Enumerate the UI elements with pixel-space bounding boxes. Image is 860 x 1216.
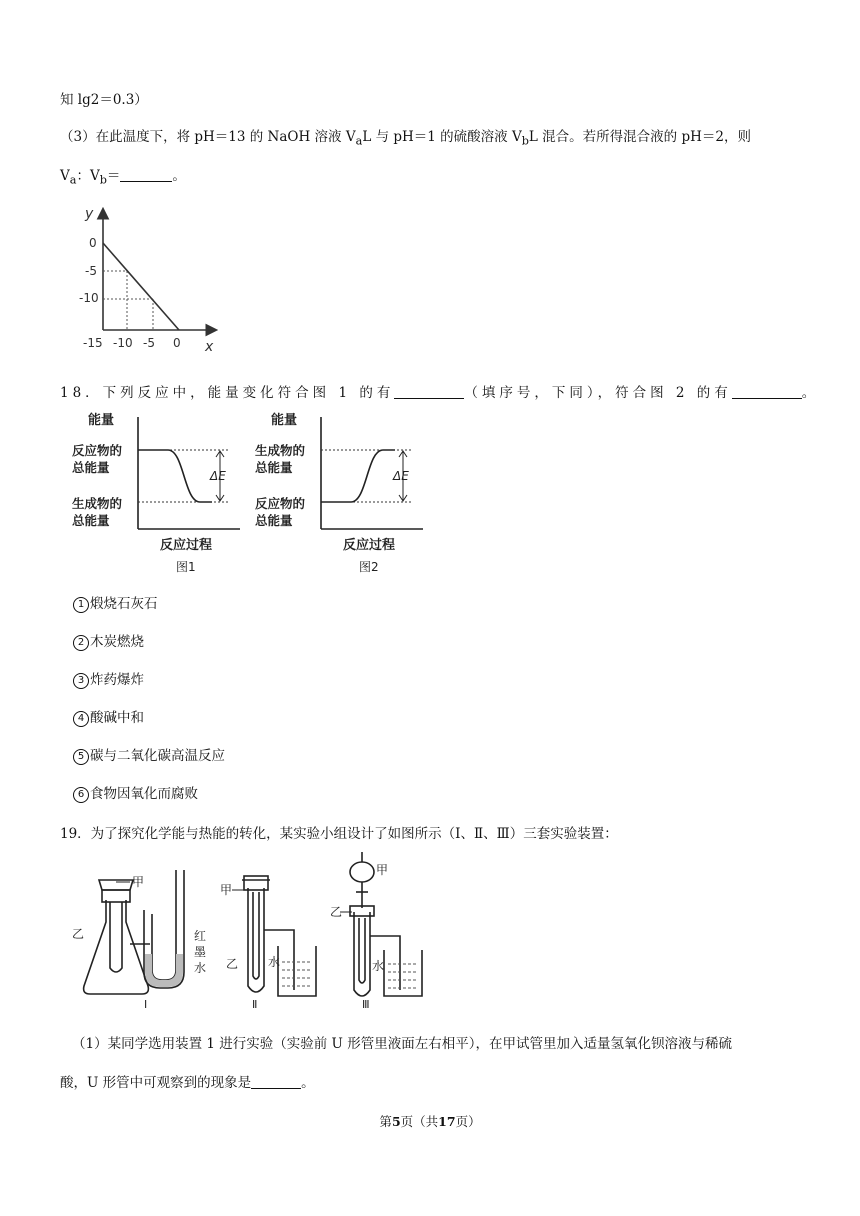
label-red-ink-2: 墨 (194, 945, 207, 959)
option-number: 2 (73, 635, 89, 651)
option-1 (73, 592, 158, 613)
label-yi-1: 乙 (72, 927, 85, 941)
q19-part1-line2 (60, 1071, 315, 1091)
beaker-2 (278, 946, 316, 996)
q19-part1-text: 酸，U 形管中可观察到的现象是 (60, 1075, 252, 1091)
fig2-x-label: 反应过程 (343, 538, 396, 553)
label-jia-1: 甲 (132, 875, 145, 889)
q18-stem-c: 。 (801, 385, 816, 401)
fig1-bottom-label-2: 总能量 (72, 513, 110, 528)
option-text: 碳与二氧化碳高温反应 (90, 748, 225, 764)
option-text: 炸药爆炸 (90, 672, 144, 688)
graph-x-tick-neg10: -10 (113, 336, 133, 350)
label-red-ink-3: 水 (194, 961, 207, 975)
part3-sub-b: b (521, 134, 529, 148)
footer-post: 页） (455, 1114, 481, 1129)
energy-diagram-1 (72, 407, 247, 585)
graph-x-tick-neg15: -15 (83, 336, 103, 350)
label-apparatus-2: Ⅱ (252, 998, 258, 1011)
answer-blank-fig2[interactable] (732, 386, 802, 399)
fig2-delta-e: ΔE (393, 469, 409, 483)
fig2-top-label-2: 总能量 (255, 460, 293, 475)
label-yi-2: 乙 (226, 957, 239, 971)
ratio-sub-a: a (69, 173, 77, 187)
label-apparatus-3: Ⅲ (362, 998, 370, 1011)
option-5 (73, 744, 225, 765)
fig1-caption: 图1 (176, 560, 196, 574)
q19-stem: 19．为了探究化学能与热能的转化，某实验小组设计了如图所示（Ⅰ、Ⅱ、Ⅲ）三套实验装置： (60, 826, 618, 842)
option-4 (73, 706, 144, 727)
q18-stem (60, 381, 815, 401)
option-number: 5 (73, 749, 89, 765)
fig1-bottom-label-1: 生成物的 (72, 496, 123, 511)
option-text: 食物因氧化而腐败 (90, 786, 198, 802)
footer-total-pages: 17 (438, 1114, 456, 1129)
fig2-bottom-label-1: 反应物的 (255, 496, 306, 511)
label-apparatus-1: Ⅰ (144, 998, 148, 1011)
option-text: 酸碱中和 (90, 710, 144, 726)
part3-text-b: L 与 pH＝1 的硫酸溶液 V (362, 129, 522, 145)
page-footer (0, 1112, 860, 1130)
footer-page-number: 5 (391, 1114, 401, 1129)
graph-y-tick-neg10: -10 (79, 291, 99, 305)
fig1-y-label: 能量 (88, 413, 115, 428)
fig2-energy-curve (321, 450, 395, 502)
label-jia-3: 甲 (376, 863, 389, 877)
label-red-ink-1: 红 (194, 929, 207, 943)
q19-part1-line1: （1）某同学选用装置 1 进行实验（实验前 U 形管里液面左右相平），在甲试管里加入适量氢氧化钡溶液与稀硫 (72, 1036, 732, 1052)
fig1-delta-e: ΔE (210, 469, 226, 483)
part3-sub-a: a (355, 134, 363, 148)
fig1-energy-curve (138, 450, 212, 502)
energy-diagram-2 (255, 407, 430, 585)
fig2-y-label: 能量 (271, 413, 298, 428)
ratio-sub-b: b (99, 173, 107, 187)
graph-x-axis-label: x (205, 339, 214, 355)
answer-blank-fig1[interactable] (394, 386, 464, 399)
label-water-2: 水 (268, 955, 281, 969)
flask-body (84, 900, 149, 994)
graph-x-tick-neg5: -5 (143, 336, 155, 350)
option-6 (73, 782, 198, 803)
beaker-3 (384, 950, 422, 996)
option-text: 木炭燃烧 (90, 634, 144, 650)
test-tube-2 (248, 888, 264, 992)
part3-text-a: （3）在此温度下，将 pH＝13 的 NaOH 溶液 V (60, 129, 356, 145)
ratio-colon: ：V (76, 168, 100, 184)
q19-part1-end: 。 (301, 1075, 315, 1091)
fig2-top-label-1: 生成物的 (255, 443, 306, 458)
graph-x-tick-0: 0 (173, 336, 181, 350)
option-text: 煅烧石灰石 (90, 596, 158, 612)
answer-blank-ratio[interactable] (120, 169, 172, 182)
part3-text-c: L 混合。若所得混合液的 pH＝2，则 (528, 129, 751, 145)
dropping-funnel (350, 862, 374, 882)
option-number: 6 (73, 787, 89, 803)
q17-part3-text (60, 125, 751, 148)
option-number: 3 (73, 673, 89, 689)
fig1-top-label-1: 反应物的 (72, 443, 123, 458)
label-water-3: 水 (372, 959, 385, 973)
label-yi-3: 乙 (330, 905, 343, 919)
fig1-top-label-2: 总能量 (72, 460, 110, 475)
ratio-eq: ＝ (106, 168, 121, 184)
q18-stem-a: 18．下列反应中，能量变化符合图 1 的有 (60, 385, 395, 401)
graph-line (103, 243, 179, 330)
graph-y-tick-neg5: -5 (85, 264, 97, 278)
given-log-note: 知 lg2＝0.3） (60, 92, 148, 108)
linear-graph (75, 198, 235, 358)
q17-ratio-line (60, 164, 186, 187)
ratio-end: 。 (172, 168, 186, 184)
fig2-caption: 图2 (359, 560, 379, 574)
graph-y-tick-0: 0 (89, 236, 97, 250)
ratio-v: V (60, 168, 70, 184)
fig1-x-label: 反应过程 (160, 538, 213, 553)
option-number: 4 (73, 711, 89, 727)
footer-mid: 页（共 (400, 1114, 439, 1129)
red-ink-liquid (145, 954, 183, 987)
apparatus-figure (72, 850, 442, 1012)
option-3 (73, 668, 144, 689)
fig2-bottom-label-2: 总能量 (255, 513, 293, 528)
option-number: 1 (73, 597, 89, 613)
label-jia-2: 甲 (220, 883, 233, 897)
graph-y-axis-label: y (85, 206, 94, 222)
option-2 (73, 630, 144, 651)
footer-pre: 第 (379, 1114, 392, 1129)
q18-stem-b: （填序号，下同），符合图 2 的有 (464, 385, 732, 401)
answer-blank-phenomenon[interactable] (251, 1076, 301, 1089)
